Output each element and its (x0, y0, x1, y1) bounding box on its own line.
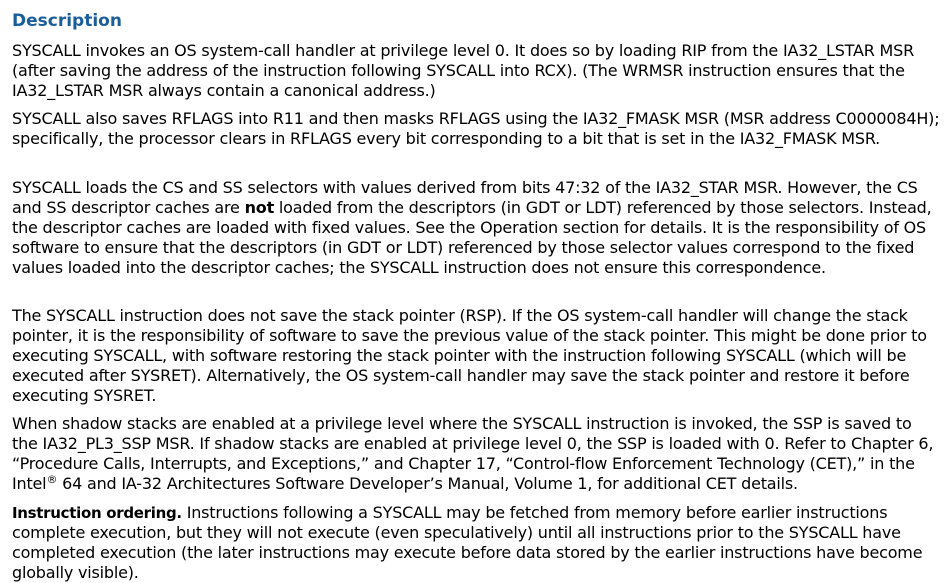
paragraph-stack-pointer: The SYSCALL instruction does not save the stack pointer (RSP). If the OS system-call handler will change the stack pointer, it is the responsibility of software to save the previous value of the stack pointer. This might be done prior to executing SYSCALL, with software restoring the stack pointer with the instruction following SYSCALL (which will be executed after SYSRET). Alternatively, the OS system-call handler may save the stack pointer and restore it before executing SYSRET. (12, 306, 927, 405)
section-heading: Description (12, 11, 122, 31)
emphasis-not: not (244, 198, 275, 217)
registered-mark: ® (46, 473, 58, 486)
runin-heading: Instruction ordering. (12, 504, 182, 522)
paragraph-text: When shadow stacks are enabled at a privilege level where the SYSCALL instruction is invoked, the SSP is saved to the IA32_PL3_SSP MSR. If shadow stacks are enabled at privilege level 0, the SSP is loaded with 0. Refer to Chapter 6, “Procedure Calls, Interrupts, and Exceptions,” and Chapter 17, “Control-flow Enforcement Technology (CET),” in the Intel (12, 414, 934, 493)
paragraph-text: 64 and IA-32 Architectures Software Developer’s Manual, Volume 1, for additional CET details. (57, 474, 798, 493)
paragraph-syscall-invokes: SYSCALL invokes an OS system-call handler at privilege level 0. It does so by loading RIP from the IA32_LSTAR MSR (after saving the address of the instruction following SYSCALL into RCX). (The WRMSR instruction ensures that the IA32_LSTAR MSR always contain a canonical address.) (12, 41, 915, 100)
paragraph-text: loaded from the descriptors (in GDT or LDT) referenced by those selectors. Instead, the descriptor caches are loaded with fixed values. See the Operation section for details. It is the responsibility of OS software to ensure that the descriptors (in GDT or LDT) referenced by those selector values correspond to the fixed values loaded into the descriptor caches; the SYSCALL instruction does not ensure this correspondence. (12, 198, 932, 277)
paragraph-text: SYSCALL loads the CS and SS selectors with values derived from bits 47:32 of the IA32_STAR MSR. However, the CS and SS descriptor caches are (12, 178, 918, 217)
paragraph-instruction-ordering (12, 503, 942, 583)
paragraph-rflags-mask: SYSCALL also saves RFLAGS into R11 and then masks RFLAGS using the IA32_FMASK MSR (MSR address C0000084H); specifically, the processor clears in RFLAGS every bit corresponding to a bit that is set in the IA32_FMASK MSR. (12, 109, 940, 148)
paragraph-text: Instructions following a SYSCALL may be fetched from memory before earlier instructions complete execution, but they will not execute (even speculatively) until all instructions prior to the SYSCALL have completed execution (the later instructions may execute before data stored by the earlier instructions have become globally visible). (12, 503, 923, 582)
paragraph-shadow-stacks (12, 414, 942, 494)
paragraph-cs-ss-selectors (12, 178, 942, 278)
